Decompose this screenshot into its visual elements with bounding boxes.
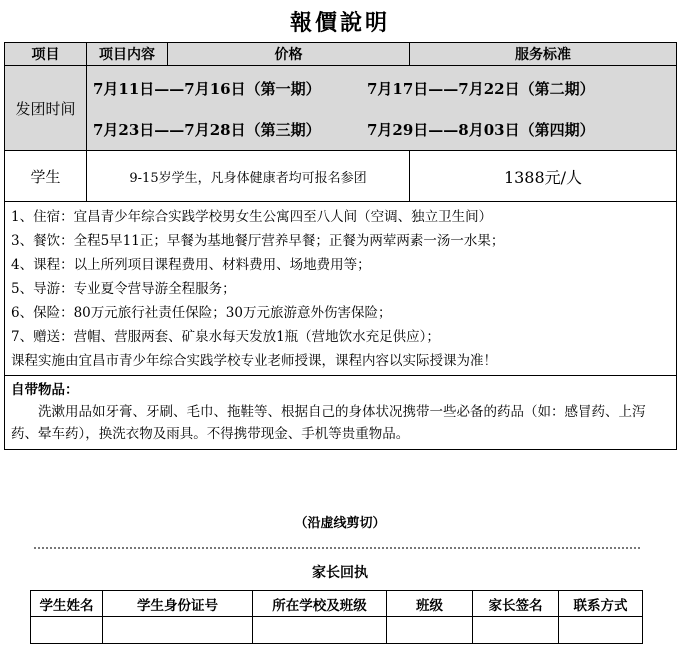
period-3: 7月23日——7月28日（第三期）: [93, 121, 321, 139]
receipt-header-contact: 联系方式: [559, 591, 643, 617]
cut-line: [34, 547, 640, 549]
service-item: 5、导游：专业夏令营导游全程服务；: [11, 281, 236, 297]
period-2: 7月17日——7月22日（第二期）: [367, 80, 595, 98]
service-item: 课程实施由宜昌市青少年综合实践学校专业老师授课，课程内容以实际授课为准！: [11, 353, 497, 369]
receipt-blank-cell: [253, 617, 387, 644]
bring-items: [5, 376, 677, 450]
period-4: 7月29日——8月03日（第四期）: [367, 121, 595, 139]
page-title: 報價說明: [289, 10, 390, 36]
header-service: 服务标准: [410, 43, 677, 66]
receipt-header-row: [31, 591, 643, 617]
pricing-header-row: [5, 43, 677, 66]
receipt-header-parent-signature: 家长签名: [473, 591, 559, 617]
header-price: 价格: [168, 43, 410, 66]
student-description: 9-15岁学生，凡身体健康者均可报名参团: [87, 151, 410, 202]
receipt-blank-cell: [473, 617, 559, 644]
student-label: 学生: [5, 151, 87, 202]
receipt-table: [30, 590, 643, 644]
service-items: [5, 202, 677, 376]
departure-periods: [87, 66, 677, 151]
receipt-blank-cell: [559, 617, 643, 644]
receipt-blank-cell: [103, 617, 253, 644]
receipt-header-class: 班级: [387, 591, 473, 617]
bring-items-text: 洗漱用品如牙膏、牙刷、毛巾、拖鞋等、根据自己的身体状况携带一些必备的药品（如：感冒药、上泻药、晕车药），换洗衣物及雨具。不得携带现金、手机等贵重物品。: [11, 404, 646, 442]
header-item: 项目: [5, 43, 87, 66]
student-row: [5, 151, 677, 202]
cut-line-label: （沿虚线剪切）: [294, 516, 386, 531]
receipt-blank-row: [31, 617, 643, 644]
header-content: 项目内容: [87, 43, 168, 66]
service-item: 1、住宿：宜昌青少年综合实践学校男女生公寓四至八人间（空调、独立卫生间）: [11, 209, 493, 225]
service-item: 7、赠送：营帽、营服两套、矿泉水每天发放1瓶（营地饮水充足供应）；: [11, 329, 440, 345]
service-item: 3、餐饮：全程5早11正；早餐为基地餐厅营养早餐；正餐为两荤两素一汤一水果；: [11, 233, 505, 249]
receipt-header-school: 所在学校及班级: [253, 591, 387, 617]
departure-label: 发团时间: [5, 66, 87, 151]
bring-items-heading: 自带物品：: [11, 382, 79, 398]
receipt-blank-cell: [31, 617, 103, 644]
price-value: 1388元/人: [410, 151, 677, 202]
pricing-table: [4, 42, 677, 450]
service-item: 6、保险：80万元旅行社责任保险；30万元旅游意外伤害保险；: [11, 305, 392, 321]
service-item: 4、课程：以上所列项目课程费用、材料费用、场地费用等；: [11, 257, 371, 273]
bring-items-row: [5, 376, 677, 450]
receipt-title: 家长回执: [312, 565, 368, 581]
period-1: 7月11日——7月16日（第一期）: [93, 80, 321, 98]
receipt-blank-cell: [387, 617, 473, 644]
service-items-row: [5, 202, 677, 376]
receipt-header-student-id: 学生身份证号: [103, 591, 253, 617]
departure-dates-row: [5, 66, 677, 151]
receipt-header-student-name: 学生姓名: [31, 591, 103, 617]
